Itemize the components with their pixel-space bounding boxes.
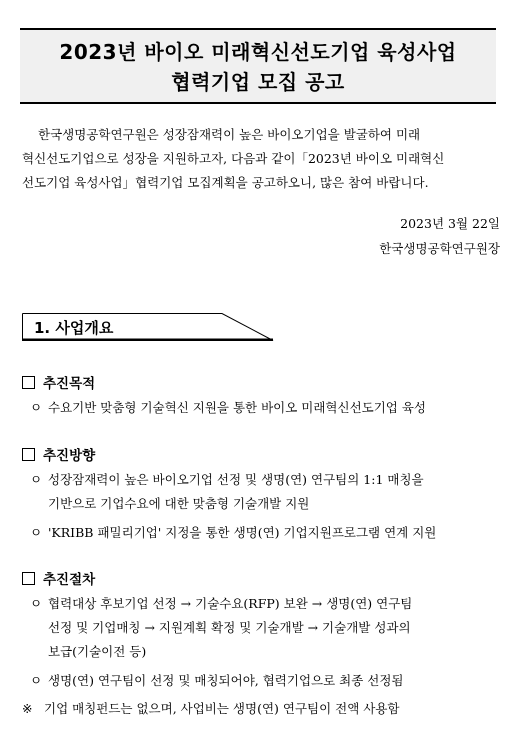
purpose-list	[30, 396, 506, 420]
intro-line-2: 혁신선도기업으로 성장을 지원하고자, 다음과 같이「2023년 바이오 미래혁신	[22, 151, 445, 166]
heading-purpose-label: 추진목적	[43, 376, 96, 392]
section-title: 1. 사업개요	[34, 319, 114, 337]
list-item	[30, 396, 506, 420]
direction-item-2: 'KRIBB 패밀리기업' 지정을 통한 생명(연) 기업지원프로그램 연계 지원	[48, 525, 437, 540]
circle-bullet-icon: ㅇ	[30, 673, 43, 688]
heading-purpose	[22, 372, 95, 392]
procedure-item-1-line-2: 선정 및 기업매칭 → 지원계획 확정 및 기술개발 → 기술개발 성과의	[48, 620, 411, 635]
title-box	[20, 28, 496, 104]
direction-item-1-line-1: 성장잠재력이 높은 바이오기업 선정 및 생명(연) 연구팀의 1:1 매칭을	[48, 472, 424, 487]
circle-bullet-icon: ㅇ	[30, 400, 43, 415]
heading-procedure-label: 추진절차	[43, 572, 96, 588]
list-item	[30, 669, 506, 693]
issuing-organization: 한국생명공학연구원장	[379, 241, 500, 256]
checkbox-square-icon	[22, 448, 35, 461]
list-item	[30, 592, 506, 616]
procedure-item-2: 생명(연) 연구팀이 선정 및 매칭되어야, 협력기업으로 최종 선정됨	[48, 673, 404, 688]
circle-bullet-icon: ㅇ	[30, 472, 43, 487]
procedure-list	[22, 592, 506, 721]
procedure-item-1-line-1: 협력대상 후보기업 선정 → 기술수요(RFP) 보완 → 생명(연) 연구팀	[48, 596, 413, 611]
list-item	[30, 468, 506, 492]
direction-item-1-line-2: 기반으로 기업수요에 대한 맞춤형 기술개발 지원	[48, 496, 310, 511]
checkbox-square-icon	[22, 572, 35, 585]
checkbox-square-icon	[22, 376, 35, 389]
purpose-item-text: 수요기반 맞춤형 기술혁신 지원을 통한 바이오 미래혁신선도기업 육성	[48, 400, 426, 415]
heading-direction-label: 추진방향	[43, 448, 96, 464]
procedure-note: 기업 매칭펀드는 없으며, 사업비는 생명(연) 연구팀이 전액 사용함	[44, 701, 400, 716]
direction-list	[30, 468, 506, 545]
reference-mark-icon: ※	[22, 701, 33, 716]
heading-direction	[22, 444, 95, 464]
title-line-1: 2023년 바이오 미래혁신선도기업 육성사업	[59, 40, 457, 64]
note-item	[22, 697, 506, 721]
signature-block	[379, 211, 500, 261]
intro-line-1: 한국생명공학연구원은 성장잠재력이 높은 바이오기업을 발굴하여 미래	[38, 127, 421, 142]
announcement-date: 2023년 3월 22일	[400, 216, 500, 231]
circle-bullet-icon: ㅇ	[30, 525, 43, 540]
circle-bullet-icon: ㅇ	[30, 596, 43, 611]
section-header	[22, 313, 272, 341]
intro-line-3: 선도기업 육성사업」협력기업 모집계획을 공고하오니, 많은 참여 바랍니다.	[22, 175, 429, 190]
intro-paragraph	[22, 123, 498, 195]
procedure-item-1-line-3: 보급(기술이전 등)	[48, 644, 147, 659]
title-line-2: 협력기업 모집 공고	[171, 70, 345, 94]
heading-procedure	[22, 568, 95, 588]
list-item	[30, 521, 506, 545]
